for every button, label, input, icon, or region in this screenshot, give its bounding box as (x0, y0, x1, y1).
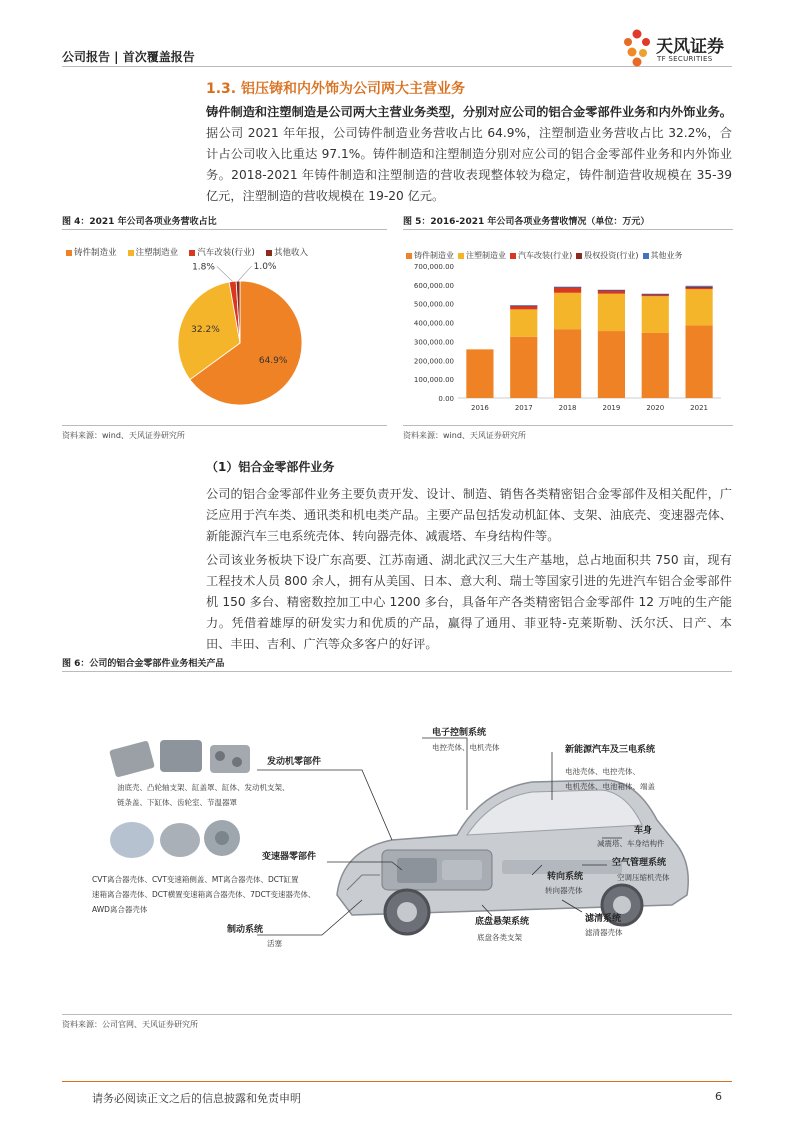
fig6-source: 资料来源：公司官网、天风证券研究所 (62, 1020, 198, 1029)
y-tick-label: 300,000.00 (413, 338, 454, 347)
label-brake-items: 活塞 (267, 939, 282, 948)
fig5-title: 图 5：2016-2021 年公司各项业务营收情况（单位：万元） (403, 217, 650, 227)
engine-parts-image (109, 740, 250, 778)
bar-segment (466, 349, 493, 398)
bar-segment (554, 293, 581, 329)
bar-segment (685, 287, 712, 288)
bar-segment (685, 286, 712, 287)
label-engine: 发动机零部件 (267, 757, 322, 767)
legend-label: 注塑制造业 (135, 248, 179, 258)
legend-label: 铸件制造业 (414, 251, 454, 260)
y-tick-label: 100,000.00 (413, 376, 454, 385)
intro-paragraph (206, 102, 732, 207)
label-body: 车身 (634, 826, 653, 836)
fig4-title-rule (62, 229, 387, 230)
report-type-header: 公司报告 | 首次覆盖报告 (62, 50, 195, 64)
x-tick-label: 2019 (602, 404, 621, 412)
x-tick-label: 2020 (646, 404, 665, 412)
logo-cn-text: 天风证券 (656, 37, 724, 57)
capacity-paragraph: 公司该业务板块下设广东高要、江苏南通、湖北武汉三大生产基地，总占地面积共 750 亩，现有工程技术人员 800 余人，拥有从美国、日本、意大利、瑞士等国家引进的先进汽车铝合金零部件机 150 多台、精密数控加工中心 1200 多台，具备年产各类精密铝合金零部件 12 万吨的生产能力。凭借着雄厚的研发实力和优质的产品，赢得了通用、菲亚特-克莱斯勒、沃尔沃、日产、本田、丰田、吉利、广汽等众多客户的好评。 (206, 553, 732, 651)
transmission-parts-image (110, 820, 240, 858)
pie-value-label: 1.8% (192, 262, 215, 273)
label-body-items: 减震塔、车身结构件 (597, 839, 665, 848)
bar-segment (510, 309, 537, 336)
fig4-bottom-rule (62, 425, 387, 426)
section-title: 1.3. 铝压铸和内外饰为公司两大主营业务 (206, 81, 465, 97)
label-transmission: 变速器零部件 (262, 852, 317, 862)
fig6-title: 图 6：公司的铝合金零部件业务相关产品 (62, 659, 225, 669)
x-tick-label: 2021 (690, 404, 708, 412)
label-transmission-items: AWD离合器壳体 (92, 905, 148, 914)
page-number: 6 (715, 1090, 722, 1103)
bar-segment (554, 287, 581, 288)
legend-item (66, 246, 117, 258)
fig6-title-rule (62, 671, 732, 672)
y-tick-label: 200,000.00 (413, 357, 454, 366)
label-brake: 制动系统 (227, 925, 264, 935)
legend-swatch (128, 250, 134, 256)
bar-segment (642, 296, 669, 333)
legend-label: 汽车改装(行业) (197, 248, 255, 258)
label-filter-items: 滤清器壳体 (585, 928, 623, 937)
bar-segment (642, 333, 669, 398)
bar-segment (642, 294, 669, 295)
bar-segment (685, 325, 712, 398)
bar-segment (554, 329, 581, 398)
legend-label: 汽车改装(行业) (518, 251, 573, 260)
label-transmission-items: CVT离合器壳体、CVT变速箱侧盖、MT离合器壳体、DCT缸置 (92, 875, 299, 884)
bar-segment (685, 289, 712, 325)
pie-leader-line (238, 266, 252, 281)
fig6-product-diagram (62, 690, 732, 1010)
label-transmission-items: 速箱离合器壳体、DCT横置变速箱离合器壳体、7DCT变速器壳体、 (92, 890, 316, 899)
car-illustration (337, 780, 688, 934)
label-steering: 转向系统 (547, 872, 584, 882)
label-electronic-items: 电控壳体、电机壳体 (432, 743, 500, 752)
label-chassis-items: 底盘各类支架 (477, 933, 522, 942)
y-tick-label: 400,000.00 (413, 319, 454, 328)
fig5-stacked-bar-chart (403, 258, 733, 418)
bar-segment (598, 294, 625, 331)
pie-value-label: 32.2% (191, 325, 220, 336)
label-steering-items: 转向器壳体 (545, 886, 583, 895)
bar-segment (554, 287, 581, 293)
legend-label: 其他业务 (650, 251, 683, 260)
bar-segment (598, 331, 625, 398)
label-engine-items: 链条盖、下缸体、齿轮室、节温器罩 (117, 798, 237, 807)
y-tick-label: 700,000.00 (413, 263, 454, 271)
x-tick-label: 2018 (558, 404, 577, 412)
label-air-items: 空调压缩机壳体 (617, 873, 670, 882)
company-logo (620, 26, 740, 70)
fig5-source: 资料来源：wind、天风证券研究所 (403, 431, 526, 440)
y-tick-label: 0.00 (438, 395, 454, 403)
bar-segment (598, 290, 625, 291)
label-ev: 新能源汽车及三电系统 (565, 745, 656, 755)
footer-divider (62, 1081, 732, 1082)
x-tick-label: 2017 (514, 404, 533, 412)
label-ev-items: 电池壳体、电控壳体、 (565, 767, 640, 776)
legend-label: 其他收入 (273, 248, 308, 258)
fig5-title-rule (403, 229, 733, 230)
y-tick-label: 600,000.00 (413, 281, 454, 290)
fig6-bottom-rule (62, 1014, 732, 1015)
fig4-pie-chart (140, 255, 340, 415)
subsection-title: （1）铝合金零部件业务 (206, 460, 335, 474)
bar-segment (510, 337, 537, 398)
fig4-source: 资料来源：wind、天风证券研究所 (62, 431, 185, 440)
intro-body: 据公司 2021 年年报，公司铸件制造业务营收占比 64.9%，注塑制造业务营收占比 32.2%，合计占公司收入比重达 97.1%。铸件制造和注塑制造分别对应公司的铝合金零部件业务和内外饰业务。2018-2021 年铸件制造和注塑制造的营收表现整体较为稳定，铸件制造营收规模在 35-39 亿元，注塑制造的营收规模在 19-20 亿元。 (206, 126, 732, 203)
label-chassis: 底盘悬架系统 (475, 917, 530, 927)
pie-value-label: 64.9% (258, 355, 288, 366)
pie-leader-line (217, 267, 233, 282)
y-tick-label: 500,000.00 (413, 300, 454, 309)
legend-label: 注塑制造业 (466, 251, 506, 260)
pie-value-label: 1.0% (253, 262, 277, 273)
logo-en-text: TF SECURITIES (657, 55, 713, 63)
x-tick-label: 2016 (471, 404, 489, 412)
legend-label: 铸件制造业 (74, 248, 117, 258)
legend-label: 股权投资(行业) (584, 251, 639, 260)
label-electronic: 电子控制系统 (432, 728, 487, 738)
intro-bold-lead: 铸件制造和注塑制造是公司两大主营业务类型，分别对应公司的铝合金零部件业务和内外饰业务。 (206, 105, 732, 119)
bar-segment (510, 305, 537, 306)
label-ev-items: 电机壳体、电池箱体、端盖 (565, 782, 655, 791)
footer-disclaimer: 请务必阅读正文之后的信息披露和免责申明 (92, 1092, 301, 1105)
label-engine-items: 油底壳、凸轮轴支架、缸盖罩、缸体、发动机支架、 (117, 783, 290, 792)
fig5-bottom-rule (403, 425, 733, 426)
label-air: 空气管理系统 (612, 858, 667, 868)
fig4-title: 图 4：2021 年公司各项业务营收占比 (62, 217, 217, 227)
logo-flame-icon (620, 28, 654, 68)
legend-swatch (66, 250, 72, 256)
business-paragraph: 公司的铝合金零部件业务主要负责开发、设计、制造、销售各类精密铝合金零部件及相关配件，广泛应用于汽车类、通讯类和机电类产品。主要产品包括发动机缸体、支架、油底壳、变速器壳体、新能源汽车三电系统壳体、转向器壳体、减震塔、车身结构件等。 (206, 487, 732, 543)
label-filter: 滤清系统 (585, 914, 622, 924)
